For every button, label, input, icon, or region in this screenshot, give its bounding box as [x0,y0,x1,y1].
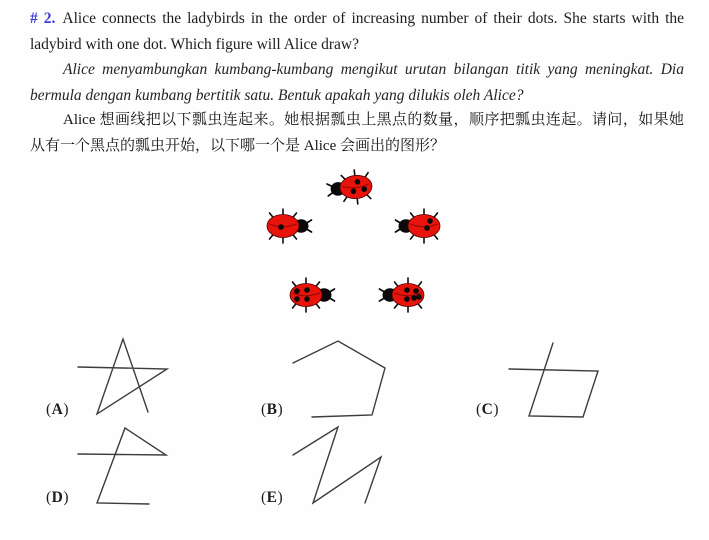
problem-text-malay: Alice menyambungkan kumbang-kumbang mengikut urutan bilangan titik yang meningkat. Dia bermula dengan kumbang bertitik satu. Bentuk apakah yang dilukis oleh Alice? [30,61,684,104]
option-label-open-paren: ( [476,401,482,418]
problem-text-english-body: Alice connects the ladybirds in the order of increasing number of their dots. She starts with the ladybird with one dot. Which figure will Alice draw? [30,10,685,53]
option-label-open-paren: ( [261,489,267,506]
option-figure-a-open-star [78,339,167,414]
ladybird-4-dots [290,278,335,312]
ladybird-dot [424,225,430,231]
option-figure-e-zigzag [293,427,381,503]
ladybird-dot [416,294,422,300]
option-label-open-paren: ( [46,489,52,506]
option-figure-c-crossed-quadrilateral [509,343,598,417]
ladybird-dot [413,288,419,294]
ladybird-dot [411,295,417,301]
option-label-close-paren: ) [63,401,70,418]
option-label-e [261,489,283,507]
option-label-d [46,489,69,507]
option-figure-b-open-pentagon [293,341,385,417]
ladybird-dot [294,288,300,294]
option-label-b [261,401,283,419]
ladybird-dot [404,287,410,293]
ladybird-3-dots [326,168,374,206]
option-label-letter: E [266,489,278,506]
option-label-open-paren: ( [261,401,267,418]
ladybird-body [408,215,440,238]
option-label-close-paren: ) [277,401,284,418]
ladybird-5-dots [380,278,425,312]
option-label-letter: C [481,401,494,418]
option-label-close-paren: ) [493,401,500,418]
option-label-a [46,401,69,419]
option-label-letter: B [266,401,278,418]
option-figure-d-flag-shape [78,428,166,504]
ladybird-2-dots [396,209,441,243]
ladybird-body [290,284,322,307]
ladybird-dot [304,296,310,302]
question-number: # 2. [30,10,56,27]
option-label-open-paren: ( [46,401,52,418]
problem-text-chinese: Alice 想画线把以下瓢虫连起来。她根据瓢虫上黑点的数量，顺序把瓢虫连起。请问，如果她从有一个黑点的瓢虫开始，以下哪一个是 Alice 会画出的图形？ [30,112,684,154]
ladybird-dot [404,296,410,302]
ladybird-dot [427,218,433,224]
option-label-c [476,401,499,419]
option-label-close-paren: ) [63,489,70,506]
option-label-letter: D [51,489,64,506]
ladybird-1-dot [267,209,312,243]
option-label-letter: A [51,401,64,418]
ladybird-dot [278,224,284,230]
option-label-close-paren: ) [277,489,284,506]
ladybird-dot [294,296,300,302]
ladybird-dot [304,287,310,293]
